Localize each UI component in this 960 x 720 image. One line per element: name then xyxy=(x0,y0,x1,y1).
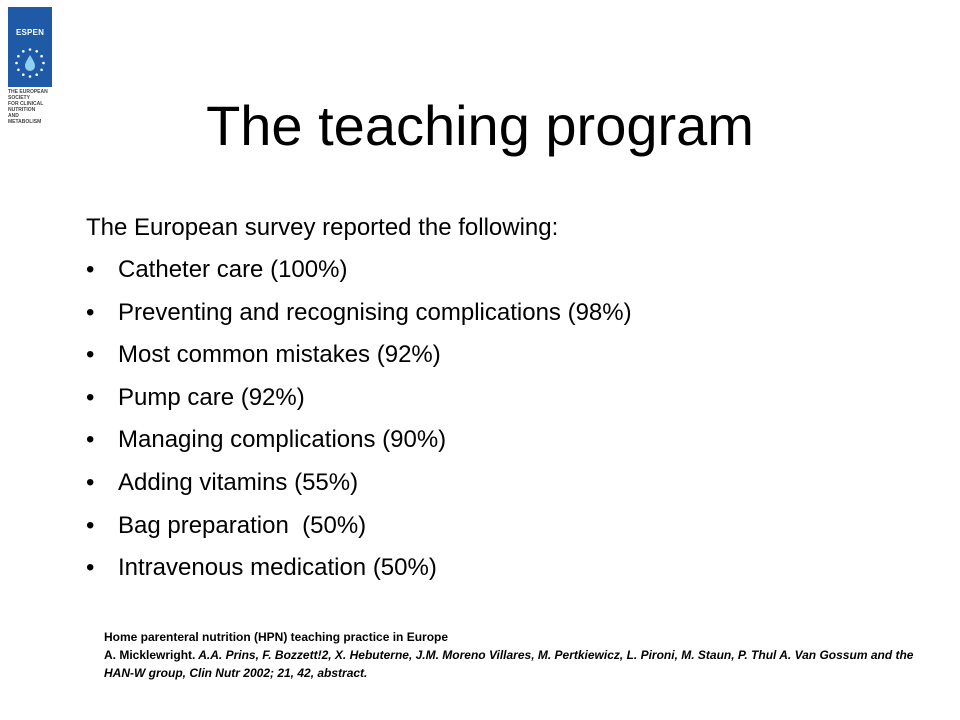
list-item xyxy=(84,297,632,340)
list-item xyxy=(84,552,632,595)
list-item-text: Adding vitamins (55%) xyxy=(118,468,359,496)
bullet-dot: • xyxy=(86,256,95,283)
bullet-dot: • xyxy=(86,468,95,496)
list-item xyxy=(84,339,632,382)
bullet-dot: • xyxy=(86,554,95,582)
reference-citation xyxy=(104,628,914,682)
reference-authors-rest: A.A. Prins, F. Bozzett!2, X. Hebuterne, J.M. Moreno Villares, M. Pertkiewicz, L. Pironi, M. Staun, P. Thul A. Van Gossum and the HAN-W group, Clin Nutr 2002; 21, 42, abstract. xyxy=(104,648,914,680)
bullet-dot: • xyxy=(86,511,95,539)
reference-lead-author: A. Micklewright. xyxy=(104,648,196,662)
list-item-text: Intravenous medication (50%) xyxy=(118,554,437,582)
logo-caption: THE EUROPEAN SOCIETY FOR CLINICAL NUTRITION AND METABOLISM xyxy=(8,89,48,125)
list-item xyxy=(84,467,632,510)
list-item-text: Bag preparation (50%) xyxy=(118,511,367,539)
list-item xyxy=(84,382,632,425)
list-item xyxy=(84,254,632,297)
list-item xyxy=(84,424,632,467)
list-item xyxy=(84,510,632,553)
bullet-dot: • xyxy=(86,298,95,326)
list-item-text: Managing complications (90%) xyxy=(118,426,447,454)
list-item-text: Pump care (92%) xyxy=(118,383,305,411)
reference-authors xyxy=(104,646,914,682)
bullet-dot: • xyxy=(86,341,95,369)
list-item-text: Most common mistakes (92%) xyxy=(118,341,441,369)
bullet-dot: • xyxy=(86,383,95,411)
bullet-list xyxy=(84,254,632,595)
bullet-dot: • xyxy=(86,426,95,454)
logo-box xyxy=(8,7,52,87)
list-item-text: Catheter care (100%) xyxy=(118,256,348,283)
list-item-text: Preventing and recognising complications (98%) xyxy=(118,298,632,326)
logo-word: ESPEN xyxy=(15,28,45,37)
reference-title: Home parenteral nutrition (HPN) teaching practice in Europe xyxy=(104,630,449,644)
slide-title: The teaching program xyxy=(206,94,754,157)
espen-drop-stars-icon xyxy=(14,47,46,79)
intro-text: The European survey reported the following: xyxy=(86,214,559,241)
